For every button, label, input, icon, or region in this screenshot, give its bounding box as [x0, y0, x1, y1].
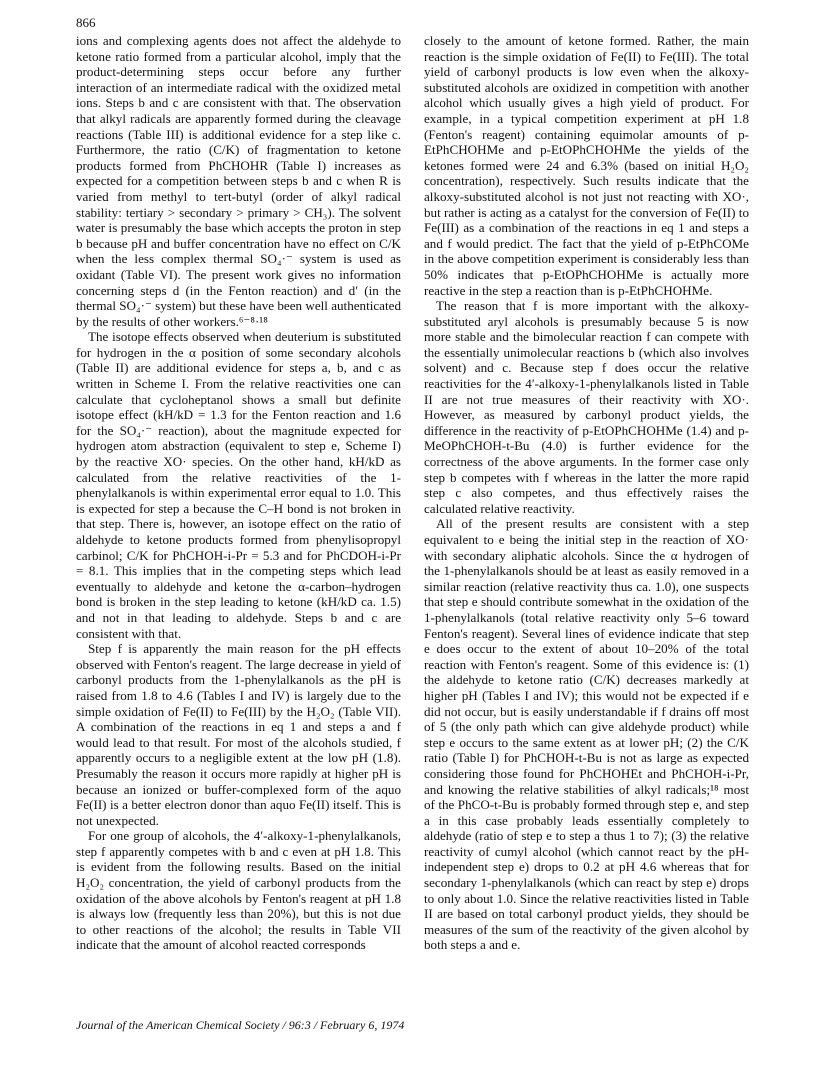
paragraph: ions and complexing agents does not affect the aldehyde to ketone ratio formed from a particular alcohol, imply that the product-determining steps occur before any further interaction of an intermediate radical with the oxidized metal ions. Steps b and c are consistent with that. The observation that alkyl radicals are apparently formed during the cleavage reactions (Table III) is additional evidence for a step like c. Furthermore, the ratio (C/K) of fragmentation to ketone products formed from PhCHOHR (Table I) increases as expected for a competition between steps b and c when R is varied from methyl to tert-butyl (order of alkyl radical stability: tertiary > secondary > primary > CH₃). The solvent water is presumably the base which accepts the proton in step b because pH and buffer concentration have no effect on C/K when the less complex thermal SO₄·⁻ system is used as oxidant (Table VI). The present work gives no information concerning steps d (in the Fenton reaction) and d′ (in the thermal SO₄·⁻ system) but these have been well authenticated by the results of other workers.⁶⁻⁸·¹⁸	[76, 33, 401, 329]
paragraph: Step f is apparently the main reason for the pH effects observed with Fenton's reagent. The large decrease in yield of carbonyl products from the 1-phenylalkanols as the pH is raised from 1.8 to 4.6 (Tables I and IV) is largely due to the simple oxidation of Fe(II) to Fe(III) by the H₂O₂ (Table VII). A combination of the reactions in eq 1 and steps a and f would lead to that result. For most of the alcohols studied, f apparently occurs to a negligible extent at the low pH (1.8). Presumably the reason it occurs more rapidly at higher pH is because an ionized or buffer-complexed form of the aquo Fe(II) is a better electron donor than aquo Fe(II) itself. This is not unexpected.	[76, 641, 401, 828]
paragraph: The reason that f is more important with the alkoxy-substituted aryl alcohols is presumably because 5 is now more stable and the bimolecular reaction f can compete with the essentially unimolecular reactions b (which also involves solvent) and c. Because step f does occur the relative reactivities for the 4′-alkoxy-1-phenylalkanols listed in Table II are not true measures of their reactivity with XO·. However, as measured by carbonyl product yields, the difference in the reactivity of p-EtOPhCHOHMe (1.4) and p-MeOPhCHOH-t-Bu (4.0) is further evidence for the correctness of the above arguments. In the former case only step b competes with f whereas in the latter the more rapid step c also competes, and thus effectively raises the calculated relative reactivity.	[424, 298, 749, 516]
page-number: 866	[76, 15, 96, 30]
paragraph: The isotope effects observed when deuterium is substituted for hydrogen in the α position of some secondary alcohols (Table II) are additional evidence for steps a, b, and c as written in Scheme I. From the relative reactivities one can calculate that cycloheptanol shows a small but definite isotope effect (kH/kD = 1.3 for the Fenton reaction and 1.6 for the SO₄·⁻ reaction), about the magnitude expected for hydrogen atom abstraction (equivalent to step e, Scheme I) by the reactive XO· species. On the other hand, kH/kD as calculated from the relative reactivities of the 1-phenylalkanols is within experimental error equal to 1.0. This is expected for step a because the C–H bond is not broken in that step. There is, however, an isotope effect on the ratio of aldehyde to ketone products formed from phenylisopropyl carbinol; C/K for PhCHOH-i-Pr = 5.3 and for PhCDOH-i-Pr = 8.1. This implies that in the competing steps which lead eventually to aldehyde and ketone the α-carbon–hydrogen bond is broken in the step leading to ketone (kH/kD ca. 1.5) and not in that leading to aldehyde. Steps b and c are consistent with that.	[76, 329, 401, 641]
paragraph: All of the present results are consistent with a step equivalent to e being the initial step in the reaction of XO· with secondary aliphatic alcohols. Since the α hydrogen of the 1-phenylalkanols should be at least as easily removed in a similar reaction (relative reactivity thus ca. 1.0), one suspects that step e should contribute somewhat in the oxidation of the 1-phenylalkanols (total relative reactivity only 5–6 toward Fenton's reagent). Several lines of evidence indicate that step e does occur to the extent of about 10–20% of the total reaction with Fenton's reagent. Some of this evidence is: (1) the aldehyde to ketone ratio (C/K) decreases markedly at higher pH (Tables I and IV); this would not be expected if e did not occur, but is easily understandable if f drains off most of 5 (the only path which can give aldehyde product) while step e occurs to the same extent as at lower pH; (2) the C/K ratio (Table I) for PhCHOH-t-Bu is not as large as expected considering those found for PhCHOHEt and PhCHOH-i-Pr, and knowing the relative stabilities of alkyl radicals;¹⁸ most of the PhCO-t-Bu is probably formed through step e, and step a in this case probably leads essentially completely to aldehyde (ratio of step e to step a thus 1 to 7); (3) the relative reactivity of cumyl alcohol (which cannot react by the pH-independent step e) drops to 0.2 at pH 4.6 whereas that for secondary 1-phenylalkanols (which can react by step e) drops to only about 1.0. Since the relative reactivities listed in Table II are based on total carbonyl product yields, they should be measures of the sum of the reactivity of the given alcohol by both steps a and e.	[424, 516, 749, 953]
right-column	[424, 33, 749, 953]
paragraph: closely to the amount of ketone formed. Rather, the main reaction is the simple oxidation of Fe(II) to Fe(III). The total yield of carbonyl products is low even when the alkoxy-substituted alcohols are oxidized in competition with another alcohol which usually gives a high yield of product. For example, in a typical competition experiment at pH 1.8 (Fenton's reagent) containing equimolar amounts of p-EtPhCHOHMe and p-EtOPhCHOHMe the yields of the ketones formed were 24 and 6.3% (based on initial H₂O₂ concentration), respectively. Such results indicate that the alkoxy-substituted alcohol is not just not reacting with XO·, but rather is acting as a catalyst for the conversion of Fe(II) to Fe(III) as a combination of the reactions in eq 1 and steps a and f would predict. The fact that the yield of p-EtPhCOMe in the above competition experiment is considerably less than 50% indicates that p-EtOPhCHOHMe is actually more reactive in the step a reaction than is p-EtPhCHOHMe.	[424, 33, 749, 298]
paragraph: For one group of alcohols, the 4′-alkoxy-1-phenylalkanols, step f apparently competes with b and c even at pH 1.8. This is evident from the following results. Based on the initial H₂O₂ concentration, the yield of carbonyl products from the oxidation of the above alcohols by Fenton's reagent at pH 1.8 is always low (frequently less than 20%), but this is not due to other reactions of the alcohol; the results in Table VII indicate that the amount of alcohol reacted corresponds	[76, 828, 401, 953]
left-column	[76, 33, 401, 953]
journal-footer: Journal of the American Chemical Society / 96:3 / February 6, 1974	[76, 1018, 405, 1032]
